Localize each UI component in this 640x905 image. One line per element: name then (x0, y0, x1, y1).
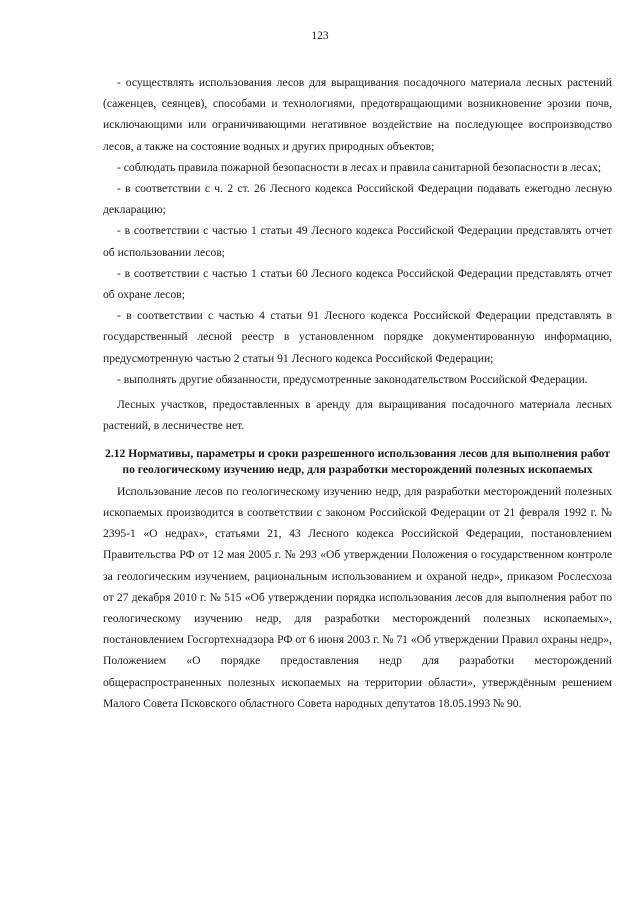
list-item: - в соответствии с частью 4 статьи 91 Лесного кодекса Российской Федерации представлять в государственный лесной реестр в установленном порядке документированную информацию, предусмотренную частью 2 статьи 91 Лесного кодекса Российской Федерации; (103, 309, 612, 365)
page-number: 123 (311, 30, 329, 42)
list-item: - в соответствии с частью 1 статьи 49 Лесного кодекса Российской Федерации представлять отчет об использовании лесов; (103, 224, 612, 259)
section-paragraph: Использование лесов по геологическому изучению недр, для разработки месторождений полезных ископаемых производится в соответствии с законом Российской Федерации от 21 февраля 1992 г. № 2395-1 «О недрах», статьями 21, 43 Лесного кодекса Российской Федерации, постановлением Правительства РФ от 12 мая 2005 г. № 293 «Об утверждении Положения о государственном контроле за геологическим изучением, рациональным использованием и охраной недр», приказом Рослесхоза от 27 декабря 2010 г. № 515 «Об утверждении порядка использования лесов для выполнения работ по геологическому изучению недр, для разработки месторождений полезных ископаемых», постановлением Госгортехнадзора РФ от 6 июня 2003 г. № 71 «Об утверждении Правил охраны недр», Положением «О порядке предоставления недр для разработки месторождений общераспространенных полезных ископаемых на территории области», утверждённым решением Малого Совета Псковского областного Совета народных депутатов 18.05.1993 № 90. (103, 484, 612, 710)
section-heading: 2.12 Нормативы, параметры и сроки разрешенного использования лесов для выполнения работ по геологическому изучению недр, для разработки месторождений полезных ископаемых (105, 447, 610, 476)
list-item: - выполнять другие обязанности, предусмотренные законодательством Российской Федерации. (117, 372, 588, 386)
list-item: - осуществлять использования лесов для выращивания посадочного материала лесных растений (саженцев, сеянцев), способами и технологиями, предотвращающими возникновение эрозии почв, исключающими или ограничивающими негативное воздействие на последующее воспроизводство лесов, а также на состояние водных и других природных объектов; (103, 76, 612, 153)
list-item: - соблюдать правила пожарной безопасности в лесах и правила санитарной безопасности в лесах; (117, 160, 602, 174)
closing-paragraph: Лесных участков, предоставленных в аренду для выращивания посадочного материала лесных растений, в лесничестве нет. (103, 398, 612, 433)
list-item: - в соответствии с ч. 2 ст. 26 Лесного кодекса Российской Федерации подавать ежегодно лесную декларацию; (103, 182, 612, 217)
page-body (103, 72, 612, 714)
list-item: - в соответствии с частью 1 статьи 60 Лесного кодекса Российской Федерации представлять отчет об охране лесов; (103, 266, 612, 302)
